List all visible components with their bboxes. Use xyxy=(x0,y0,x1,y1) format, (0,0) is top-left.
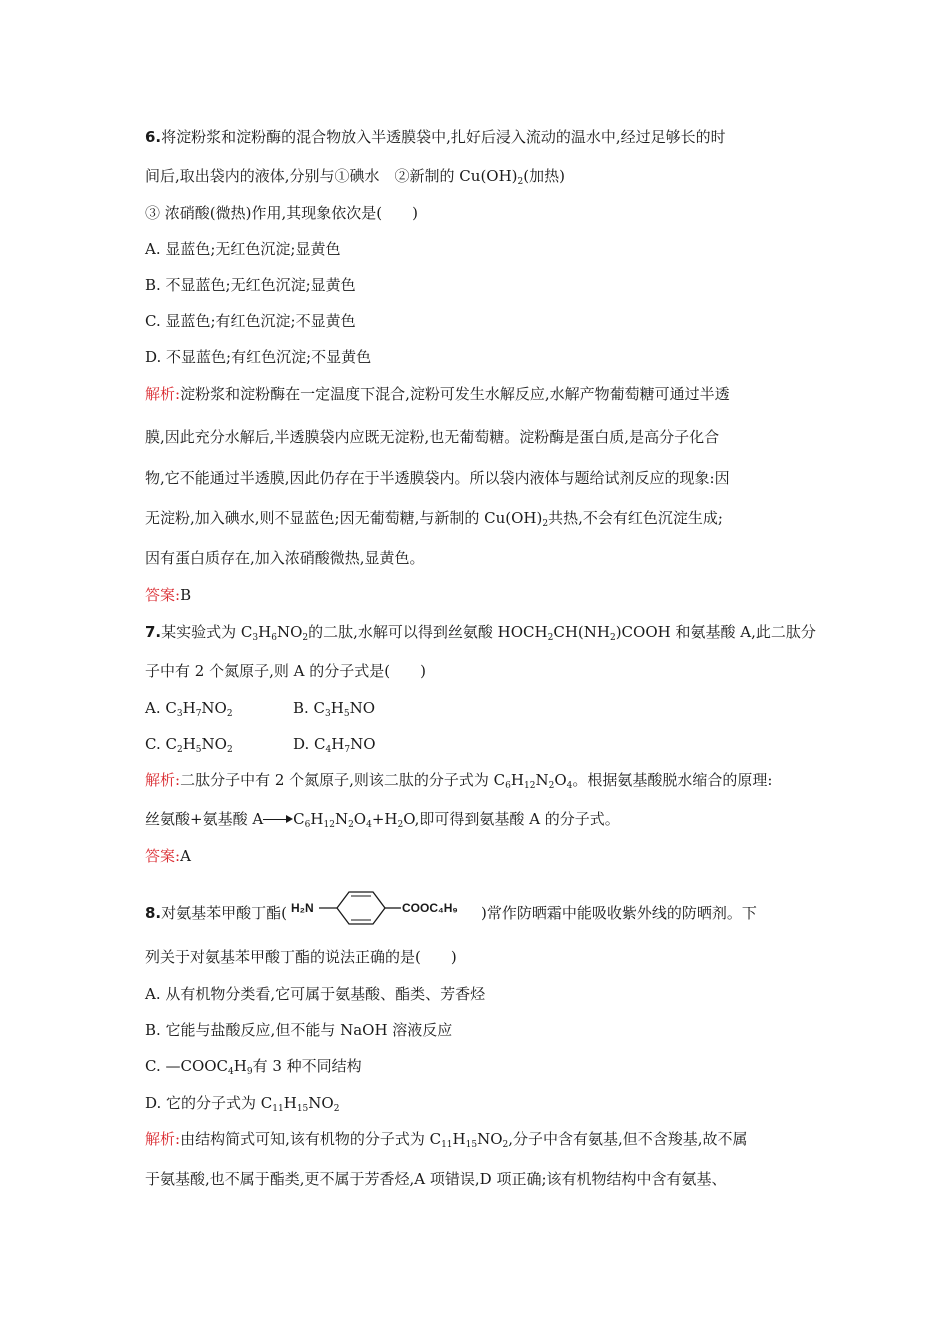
structure-right-group: COOC₄H₉ xyxy=(402,901,458,915)
q6-analysis-line4: 无淀粉,加入碘水,则不显蓝色;因无葡萄糖,与新制的 $Cu(OH)_2$共热,不会有红色沉淀生成; xyxy=(145,509,723,529)
q7-option-a: A. $C_3H_7NO_2$ xyxy=(145,699,233,719)
reaction-arrow-icon xyxy=(263,815,293,825)
q6-option-c: C. 显蓝色;有红色沉淀;不显黄色 xyxy=(145,312,356,330)
q7-option-d: D. $C_4H_7NO$ xyxy=(293,735,376,755)
q6-analysis-line2: 膜,因此充分水解后,半透膜袋内应既无淀粉,也无葡萄糖。淀粉酶是蛋白质,是高分子化合 xyxy=(145,428,720,446)
q6-answer: 答案:B xyxy=(145,586,192,604)
butyl-aminobenzoate-structure xyxy=(289,886,479,930)
q6-number: 6. xyxy=(145,128,162,146)
q7-stem-line2: 子中有 2 个氮原子,则 A 的分子式是( ) xyxy=(145,662,426,680)
q8-option-c: C. $—COOC_4H_9$有 3 种不同结构 xyxy=(145,1057,362,1077)
q6-analysis-label: 解析: xyxy=(145,385,181,403)
q7-number: 7. xyxy=(145,623,162,641)
q6-analysis-line1: 解析:淀粉浆和淀粉酶在一定温度下混合,淀粉可发生水解反应,水解产物葡萄糖可通过半透 xyxy=(145,385,730,403)
q7-stem-line1: 7.某实验式为 $C_3H_6NO_2$的二肽,水解可以得到丝氨酸 $HOCH_2CH(NH_2)COOH$ 和氨基酸 A,此二肽分 xyxy=(145,623,816,643)
q6-analysis-line5: 因有蛋白质存在,加入浓硝酸微热,显黄色。 xyxy=(145,549,425,567)
q7-analysis-label: 解析: xyxy=(145,771,181,789)
q6-analysis-line3: 物,它不能通过半透膜,因此仍存在于半透膜袋内。所以袋内液体与题给试剂反应的现象:因 xyxy=(145,469,730,487)
benzene-ring-icon xyxy=(337,892,385,924)
q6-stem-text: 将淀粉浆和淀粉酶的混合物放入半透膜袋中,扎好后浸入流动的温水中,经过足够长的时 xyxy=(161,128,726,146)
q6-option-d: D. 不显蓝色;有红色沉淀;不显黄色 xyxy=(145,348,372,366)
q8-option-a: A. 从有机物分类看,它可属于氨基酸、酯类、芳香烃 xyxy=(145,985,486,1003)
q7-answer: 答案:A xyxy=(145,847,191,865)
q7-analysis-line1: 解析:二肽分子中有 2 个氮原子,则该二肽的分子式为 $C_6H_{12}N_2O_4$。根据氨基酸脱水缩合的原理: xyxy=(145,771,773,791)
q6-option-a: A. 显蓝色;无红色沉淀;显黄色 xyxy=(145,240,341,258)
q8-analysis-line2: 于氨基酸,也不属于酯类,更不属于芳香烃,A 项错误,D 项正确;该有机物结构中含有氨基、 xyxy=(145,1170,727,1188)
q7-options-row2 xyxy=(145,734,815,754)
q8-option-b: B. 它能与盐酸反应,但不能与 NaOH 溶液反应 xyxy=(145,1021,453,1039)
q8-analysis-line1: 解析:由结构简式可知,该有机物的分子式为 $C_{11}H_{15}NO_2$,分子中含有氨基,但不含羧基,故不属 xyxy=(145,1130,748,1150)
q7-option-b: B. $C_3H_5NO$ xyxy=(293,699,376,719)
q8-analysis-label: 解析: xyxy=(145,1130,181,1148)
q6-stem-line3: ③ 浓硝酸(微热)作用,其现象依次是( ) xyxy=(145,204,418,222)
structure-left-group: H₂N xyxy=(291,901,314,915)
q8-number: 8. xyxy=(145,904,162,922)
q6-stem-line1 xyxy=(145,127,815,147)
q6-stem-line2: 间后,取出袋内的液体,分别与①碘水 ②新制的 $Cu(OH)_2$(加热) xyxy=(145,167,565,187)
q7-answer-label: 答案: xyxy=(145,847,181,865)
q6-option-b: B. 不显蓝色;无红色沉淀;显黄色 xyxy=(145,276,356,294)
q6-answer-label: 答案: xyxy=(145,586,181,604)
q7-options-row1 xyxy=(145,698,815,718)
q7-analysis-line2: 丝氨酸+氨基酸 A $C_6H_{12}N_2O_4+H_2O$,即可得到氨基酸 A 的分子式。 xyxy=(145,810,620,830)
q8-stem-line2: 列关于对氨基苯甲酸丁酯的说法正确的是( ) xyxy=(145,948,457,966)
q7-option-c: C. $C_2H_5NO_2$ xyxy=(145,735,233,755)
q8-option-d: D. 它的分子式为 $C_{11}H_{15}NO_2$ xyxy=(145,1094,340,1114)
q8-stem-line1: 8.对氨基苯甲酸丁酯( H₂N COOC₄H₉ )常作防晒霜中能吸收紫外线的防晒剂。下 xyxy=(145,898,815,930)
